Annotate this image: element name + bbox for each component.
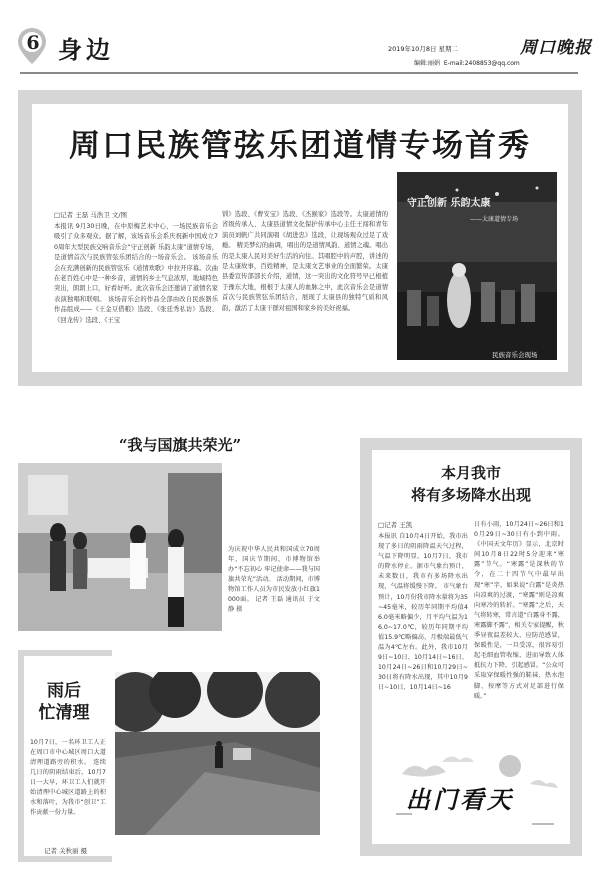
issue-date: 2019年10月8日 星期二: [388, 45, 459, 53]
rain-headline-line1: 本月我市: [440, 464, 501, 482]
editor-label: 编辑:: [414, 60, 429, 67]
main-body-col2: 钏》选段、《曹安宝》选段、《杰猴家》选段等。太康道情的省级传承人、太康县道情文化保护传承中心主任王闯和青年演员刘帆广共同演唱《胡进忠》选段，让现场观众过足了戏瘾。 精美梦幻的曲调，唱出的是道情风韵、道情之魂。唱出的是太康人民对美好生活的向往。其唱腔中的声腔，讲述的是太康故事，百姓精神，是太康文艺事业的全面繁荣。太康县委宣传部部长介绍，道情，这一突出的文化符号早已根植于豫东大地，根根于太康人的血脉之中，此次音乐会是道情首次与民族管弦乐团结合，展现了太康县的独特气质和风韵，激活了太康干群对祖国和家乡的美好祝福。: [222, 211, 388, 312]
cleanup-headline-line2: 忙清理: [38, 703, 90, 723]
flag-event-photo: [18, 463, 222, 631]
rain-byline: □记者 王凯: [378, 521, 413, 529]
stage-banner-line1: 守正创新 乐韵太康: [407, 198, 491, 209]
rain-body-col2: 日有小雨，10月24日~26日和10月29日~30日有小到中雨。 《中国天文年历》显示，北京时间10月8日22时5分迎来“寒露”节气。“寒露”是深秋的节令，在二十四节气中最早出现“寒”字，如果说“白露”是炎热向凉爽的过渡，“寒露”则是凉爽向寒冷的转折。“寒露”之后，天气将转寒，常言道“白露身不露，寒露脚不露”，相关专家提醒，秋季昼夜温差较大，应防范感冒，保暖性是，一旦受凉，很容易引起毛细血管收缩，进而导致人体抵抗力下降，引起感冒。“公众可采取穿保暖性强的鞋袜、热水泡脚、按摩等方式对足部进行保暖。”: [474, 521, 564, 700]
editor-name: 丽娟: [428, 60, 441, 67]
main-body-col1: 本报讯 9月30日晚，在中原梅艺术中心，一场民族音乐会吸引了众多观众。据了解，该场音乐会系庆祝新中国成立70周年大型民族交响音乐会“守正创新 乐韵太康”道情专场，是道情首次与民族管弦乐团结合的一场音乐会。 该场音乐会在充满创新的民族管弦乐《道情欢歌》中拉开序幕。次曲在老百姓心中是一种乡音，道情的乡土气息浓厚，地域特色突出，朗朗上口，好看好听。此次音乐会还邀请了道情名家表演独唱和联唱。 该场音乐会的作品全部由改自民族器乐作品组成——《王金豆借粮》选段、《张廷秀私访》选段、《回龙传》选段、《王宝: [54, 223, 218, 324]
street-cleanup-photo: [115, 672, 320, 835]
concert-photo-caption: 民族音乐会现场: [492, 351, 538, 359]
cleanup-byline: 记者 关秋丽 摄: [44, 847, 88, 855]
stage-banner-line2: ——太康道情专场: [470, 216, 519, 223]
weather-logo-text: 出门看天: [406, 785, 514, 814]
rain-body-col1: 本报讯 自10月4日开始，我市出现了多日的阴雨降温天气过程，气温下降明显，10月7日，我市的降水停止。据市气象台预计，未来数日，我市有多场降水出现，气温将缓慢下降。 市气象台预计，10月份我市降水量将为35~45毫米，较历年同期平均值46.0毫米略偏少，月平均气温为16.0~17.0℃，较历年同期平均值15.9℃略偏高，月极端最低气温为4℃左右。此外，我市10月9日~10日、10月14日~16日、10月24日~26日和10月29日~30日将有降水出现，其中10月9日~10日、10月14日~16: [378, 533, 468, 692]
flag-story-headline: “我与国旗共荣光”: [118, 436, 242, 454]
rain-headline-line2: 将有多场降水出现: [410, 486, 531, 504]
cleanup-headline-line1: 雨后: [47, 681, 81, 701]
editor-email: E-mail:2408853@qq.com: [443, 60, 520, 67]
flag-story-caption: 为庆祝中华人民共和国成立70周年，国庆节期间，市博物馆举办“不忘初心 牢记使命——我与国旗共荣光”活动。 活动期间，市博物馆工作人员为市民发放小红旗1000面。 记者 王磊 通讯员 于文静 摄: [228, 546, 320, 613]
page-number: 6: [26, 32, 40, 54]
paper-logo: 周口晚报: [520, 38, 592, 58]
section-title: 身边: [58, 35, 114, 64]
header-rule: [20, 72, 578, 74]
main-headline: 周口民族管弦乐团道情专场首秀: [69, 128, 531, 164]
main-byline: □记者 王磊 马浩卫 文/图: [54, 211, 128, 219]
editor-info: [414, 58, 520, 67]
cleanup-body: 10月7日，一名环卫工人正在周口市中心城区周口大道清理道路旁的积水。 连续几日的阴雨结束后，10月7日一大早，环卫工人们就开始清理中心城区道路上的积水和落叶，为我市“创卫”工作贡献一份力量。: [30, 739, 106, 816]
